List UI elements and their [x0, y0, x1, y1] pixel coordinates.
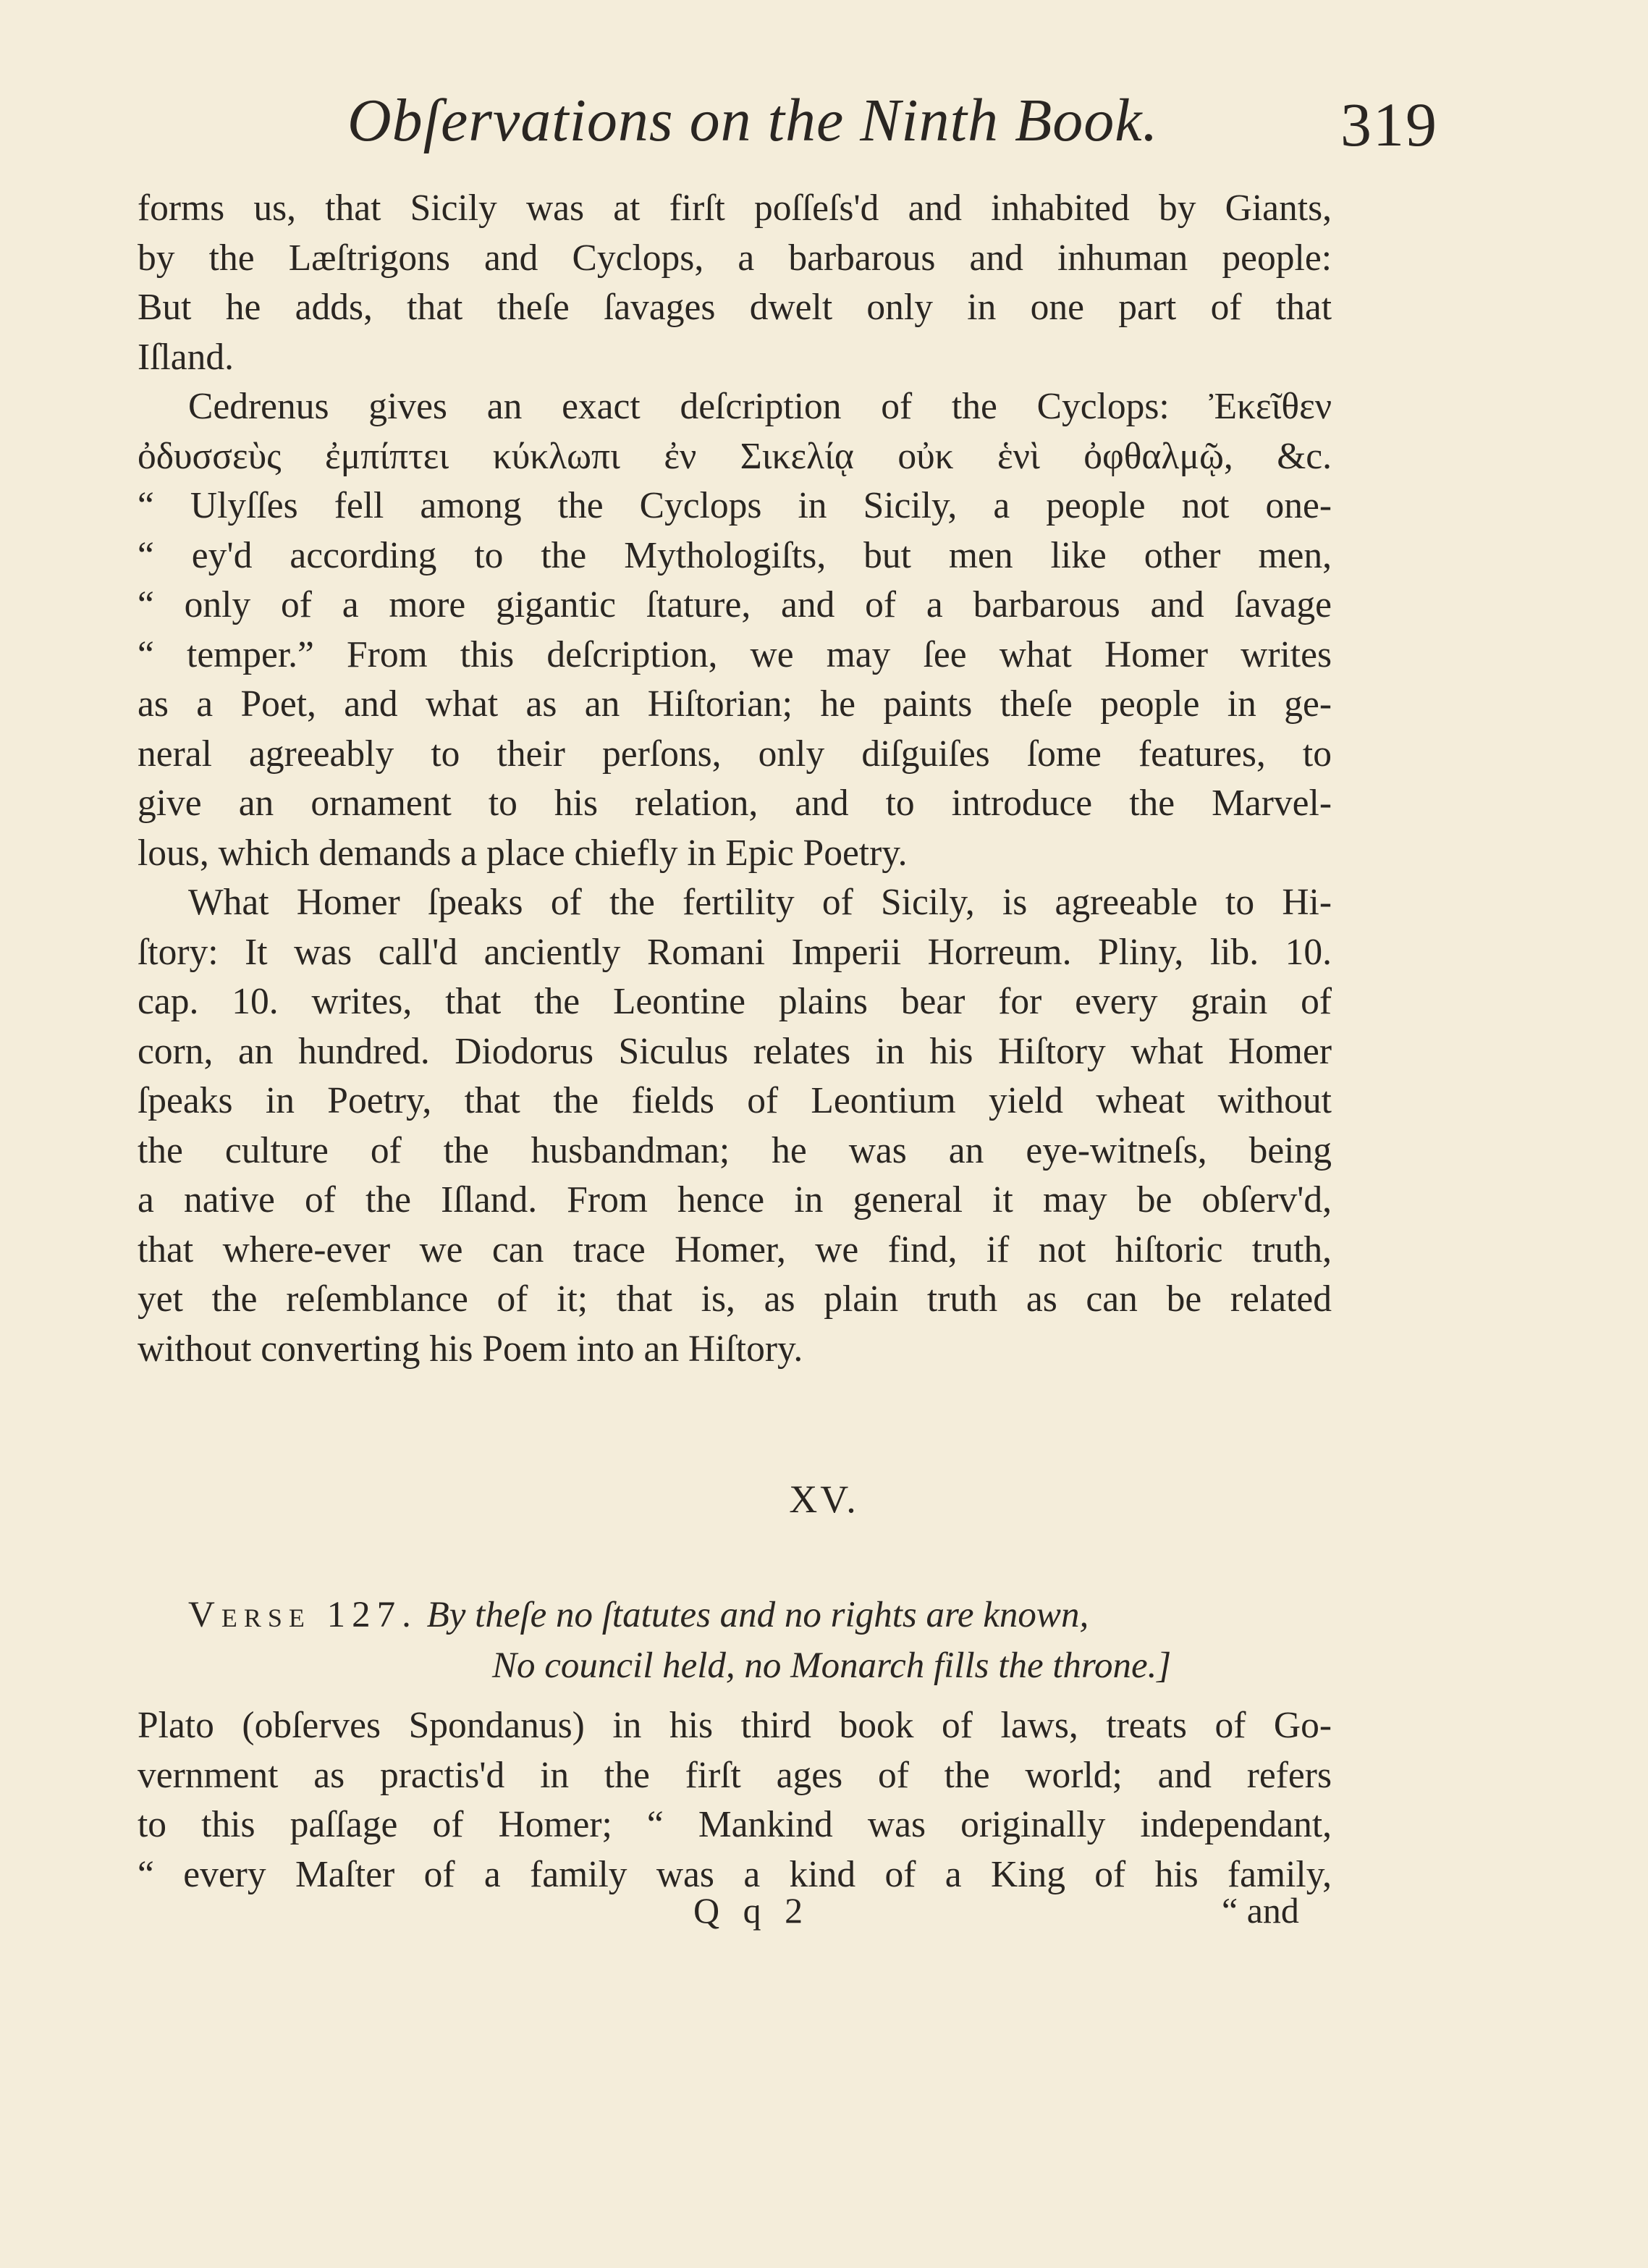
- text-line: neral agreeably to their perſons, only diſguiſes ſome features, to: [138, 733, 1332, 775]
- paragraph-fertility: [138, 878, 1332, 1374]
- text-line: corn, an hundred. Diodorus Siculus relates in his Hiſtory what Homer: [138, 1030, 1332, 1072]
- page-footer: [0, 1889, 1648, 1940]
- text-line: lous, which demands a place chiefly in Epic Poetry.: [138, 832, 908, 874]
- verse-line-1: [188, 1590, 1288, 1640]
- paragraph-plato: [138, 1701, 1332, 1900]
- text-line: without converting his Poem into an Hiſtory.: [138, 1328, 803, 1370]
- verse-line-2: No council held, no Monarch fills the throne.]: [492, 1645, 1172, 1686]
- text-line: yet the reſemblance of it; that is, as plain truth as can be related: [138, 1278, 1332, 1320]
- running-title: Obſervations on the Ninth Book.: [347, 87, 1159, 154]
- text-line: Iſland.: [138, 336, 234, 378]
- text-line: vernment as practis'd in the firſt ages of the world; and refers: [138, 1754, 1332, 1796]
- greek-quote-line: ὀδυσσεὺς ἐμπίπτει κύκλωπι ἐν Σικελίᾳ οὐκ ἑνὶ ὀφθαλμῷ, &c.: [138, 435, 1332, 477]
- verse-text: By theſe no ſtatutes and no rights are known,: [426, 1595, 1089, 1635]
- text-line: forms us, that Sicily was at firſt poſſeſs'd and inhabited by Giants,: [138, 187, 1332, 229]
- page-number: 319: [1340, 90, 1438, 159]
- text-line: ſtory: It was call'd anciently Romani Imperii Horreum. Pliny, lib. 10.: [138, 931, 1332, 973]
- text-line: ſpeaks in Poetry, that the fields of Leontium yield wheat without: [138, 1080, 1332, 1121]
- verse-label: Verse 127.: [188, 1595, 418, 1635]
- verse-citation: [188, 1590, 1288, 1691]
- text-line: as a Poet, and what as an Hiſtorian; he paints theſe people in ge-: [138, 683, 1332, 725]
- main-text: [138, 184, 1332, 1374]
- paragraph-cedrenus: [138, 382, 1332, 878]
- text-line: give an ornament to his relation, and to introduce the Marvel-: [138, 783, 1332, 824]
- text-line: that where-ever we can trace Homer, we find, if not hiſtoric truth,: [138, 1228, 1332, 1270]
- text-line: to this paſſage of Homer; “ Mankind was originally independant,: [138, 1804, 1332, 1845]
- text-line: “ only of a more gigantic ſtature, and of a barbarous and ſavage: [138, 584, 1332, 625]
- text-line: What Homer ſpeaks of the fertility of Sicily, is agreeable to Hi-: [188, 882, 1332, 923]
- paragraph-continued: [138, 184, 1332, 382]
- text-line: a native of the Iſland. From hence in general it may be obſerv'd,: [138, 1179, 1332, 1221]
- text-line: Cedrenus gives an exact deſcription of the Cyclops: Ἐκεῖθεν: [188, 386, 1332, 427]
- signature-mark: Q q 2: [693, 1890, 811, 1931]
- text-line: by the Læſtrigons and Cyclops, a barbarous and inhuman people:: [138, 237, 1332, 279]
- text-line: the culture of the husbandman; he was an eye-witneſs, being: [138, 1129, 1332, 1171]
- main-text-2: [138, 1701, 1332, 1900]
- text-line: cap. 10. writes, that the Leontine plains bear for every grain of: [138, 981, 1332, 1022]
- text-line: Plato (obſerves Spondanus) in his third book of laws, treats of Go-: [138, 1705, 1332, 1746]
- text-line: “ ey'd according to the Mythologiſts, but men like other men,: [138, 534, 1332, 576]
- page-header: [0, 85, 1648, 165]
- text-line: “ Ulyſſes fell among the Cyclops in Sicily, a people not one-: [138, 485, 1332, 526]
- catchword: “ and: [1222, 1890, 1299, 1931]
- text-line: “ every Maſter of a family was a kind of a King of his family,: [138, 1853, 1332, 1895]
- section-number: XV.: [789, 1477, 859, 1521]
- text-line: But he adds, that theſe ſavages dwelt only in one part of that: [138, 287, 1332, 328]
- text-line: “ temper.” From this deſcription, we may ſee what Homer writes: [138, 633, 1332, 675]
